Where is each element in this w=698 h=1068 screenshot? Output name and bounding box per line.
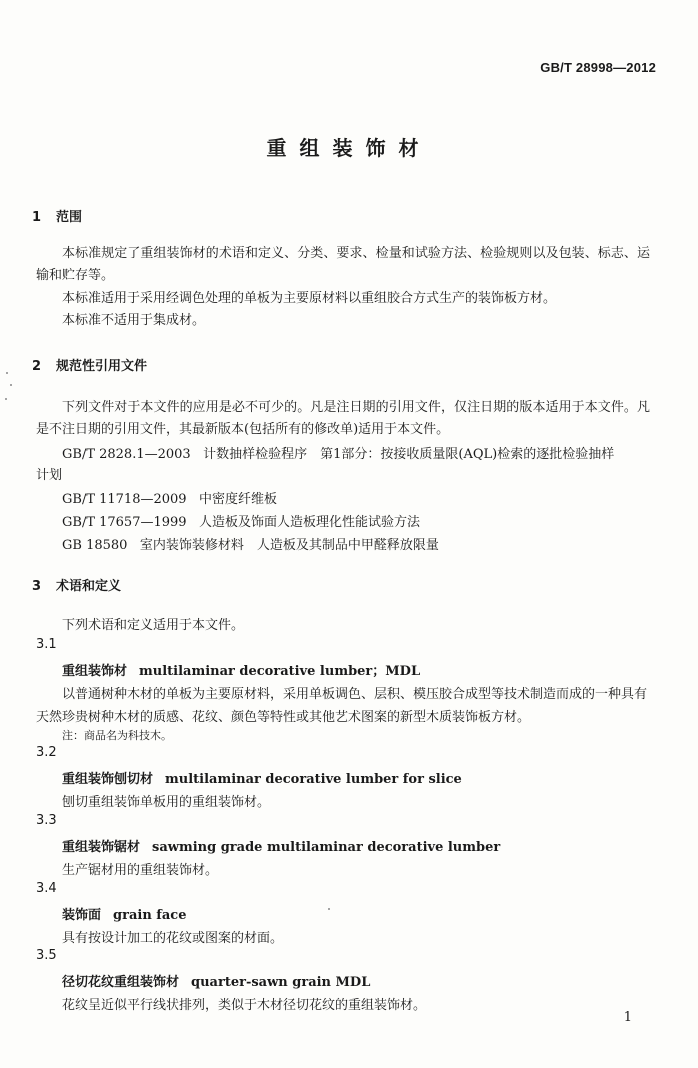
reference-item <box>62 488 277 507</box>
term-en: multilaminar decorative lumber for slice <box>165 772 462 787</box>
scope-paragraph-3: 本标准不适用于集成材。 <box>62 313 206 328</box>
section-title: 术语和定义 <box>56 579 122 594</box>
clause-number: 3.3 <box>36 813 57 828</box>
term-en: quarter-sawn grain MDL <box>191 975 371 990</box>
term-heading <box>62 660 420 679</box>
reference-title: 人造板及饰面人造板理化性能试验方法 <box>198 515 420 530</box>
term-zh: 装饰面 <box>62 908 102 923</box>
term-heading <box>62 971 370 990</box>
clause-number: 3.2 <box>36 745 57 760</box>
reference-title: 计数抽样检验程序 第1部分：按接收质量限(AQL)检索的逐批检验抽样 <box>203 447 615 462</box>
scope-paragraph-1: 本标准规定了重组装饰材的术语和定义、分类、要求、检量和试验方法、检验规则以及包装、标志、运输和贮存等。 <box>36 246 650 283</box>
term-definition: 具有按设计加工的花纹或图案的材面。 <box>62 931 284 946</box>
reference-code: GB/T 11718—2009 <box>62 492 187 507</box>
terms-intro: 下列术语和定义适用于本文件。 <box>62 618 245 633</box>
reference-title: 中密度纤维板 <box>198 492 277 507</box>
clause-number: 3.5 <box>36 948 57 963</box>
term-en: multilaminar decorative lumber；MDL <box>139 664 421 679</box>
section-number: 3 <box>32 579 42 594</box>
term-definition: 生产锯材用的重组装饰材。 <box>62 863 219 878</box>
scan-speck <box>328 908 330 910</box>
section-number: 2 <box>32 359 42 374</box>
reference-title: 室内装饰装修材料 人造板及其制品中甲醛释放限量 <box>139 538 439 553</box>
term-zh: 重组装饰刨切材 <box>62 772 154 787</box>
term-heading <box>62 836 500 855</box>
reference-item <box>62 534 439 553</box>
term-en: sawming grade multilaminar decorative lumber <box>152 840 501 855</box>
clause-number: 3.4 <box>36 881 57 896</box>
section-1-heading <box>32 206 82 225</box>
term-zh: 重组装饰锯材 <box>62 840 141 855</box>
scope-paragraph-2: 本标准适用于采用经调色处理的单板为主要原材料以重组胶合方式生产的装饰板方材。 <box>62 291 557 306</box>
reference-code: GB/T 2828.1—2003 <box>62 447 191 462</box>
term-definition: 以普通树种木材的单板为主要原材料，采用单板调色、层积、模压胶合成型等技术制造而成的一种具有天然珍贵树种木材的质感、花纹、颜色等特性或其他艺术图案的新型木质装饰板方材。 <box>36 687 648 725</box>
reference-code: GB/T 17657—1999 <box>62 515 187 530</box>
term-zh: 重组装饰材 <box>62 664 128 679</box>
reference-title-continued: 计划 <box>36 468 63 483</box>
term-en: grain face <box>113 908 187 923</box>
term-note: 注：商品名为科技木。 <box>62 729 172 742</box>
scan-speck <box>6 372 8 374</box>
document-title: 重组装饰材 <box>266 136 432 160</box>
term-definition: 花纹呈近似平行线状排列，类似于木材径切花纹的重组装饰材。 <box>62 998 427 1013</box>
reference-item <box>62 511 420 530</box>
section-number: 1 <box>32 210 42 225</box>
scan-speck <box>5 398 7 400</box>
standard-number: GB/T 28998—2012 <box>540 60 656 75</box>
normative-intro: 下列文件对于本文件的应用是必不可少的。凡是注日期的引用文件，仅注日期的版本适用于本文件。凡是不注日期的引用文件，其最新版本(包括所有的修改单)适用于本文件。 <box>36 400 650 437</box>
reference-item <box>62 443 614 462</box>
page-number: 1 <box>623 1010 632 1025</box>
scan-speck <box>10 384 12 386</box>
section-title: 范围 <box>56 210 83 225</box>
section-2-heading <box>32 355 147 374</box>
term-heading <box>62 768 462 787</box>
term-definition: 刨切重组装饰单板用的重组装饰材。 <box>62 795 271 810</box>
clause-number: 3.1 <box>36 637 57 652</box>
term-zh: 径切花纹重组装饰材 <box>62 975 180 990</box>
term-heading <box>62 904 187 923</box>
reference-code: GB 18580 <box>62 538 128 553</box>
section-3-heading <box>32 575 121 594</box>
section-title: 规范性引用文件 <box>56 359 148 374</box>
